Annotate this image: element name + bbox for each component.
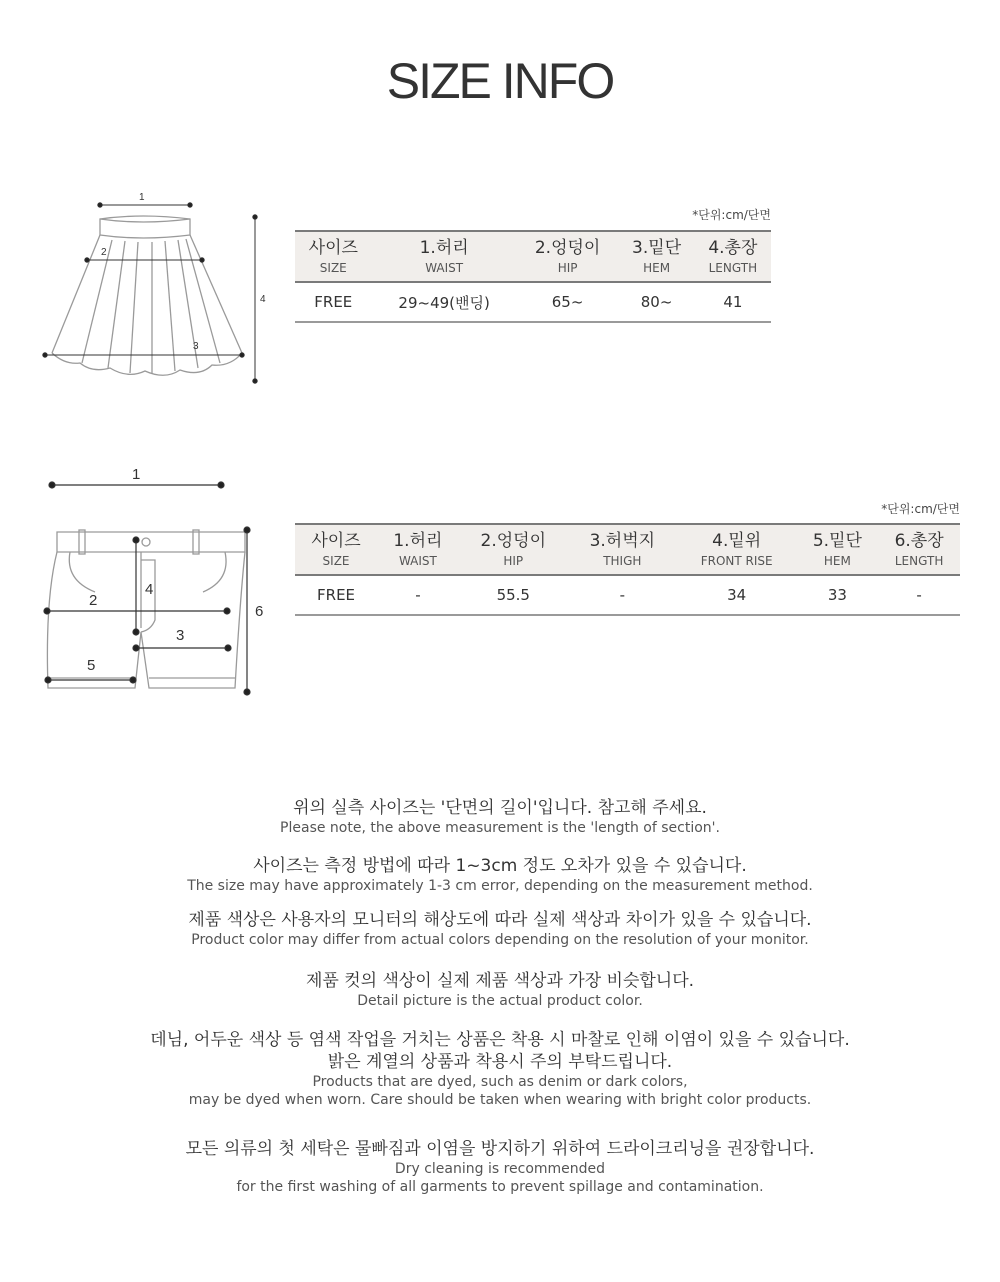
cell-thigh: - (568, 575, 677, 615)
header-length: 4.총장 LENGTH (695, 231, 771, 282)
cell-hip: 55.5 (459, 575, 568, 615)
header-waist: 1.허리 WAIST (377, 524, 459, 575)
pants-unit-note: *단위:cm/단면 (881, 502, 960, 516)
cell-length: 41 (695, 282, 771, 322)
pants-diagram (35, 460, 275, 700)
note-ko: 밝은 계열의 상품과 착용시 주의 부탁드립니다. (327, 1052, 673, 1072)
pants-label-2: 2 (89, 592, 98, 609)
header-hem: 5.밑단 HEM (797, 524, 879, 575)
note-ko: 모든 의류의 첫 세탁은 물빠짐과 이염을 방지하기 위하여 드라이크리닝을 권장합니다. (185, 1139, 815, 1159)
skirt-unit-note: *단위:cm/단면 (692, 208, 771, 222)
note-ko: 제품 컷의 색상이 실제 제품 색상과 가장 비슷합니다. (305, 971, 695, 991)
note-monitor-color (0, 909, 1000, 949)
skirt-label-4: 4 (260, 294, 266, 305)
note-en: may be dyed when worn. Care should be taken when wearing with bright color products. (188, 1092, 812, 1108)
cell-size: FREE (295, 575, 377, 615)
note-en: The size may have approximately 1-3 cm error, depending on the measurement method. (187, 878, 813, 894)
pants-size-table (295, 523, 960, 616)
cell-waist: - (377, 575, 459, 615)
pants-label-5: 5 (87, 657, 96, 674)
header-hem: 3.밑단 HEM (618, 231, 694, 282)
pants-label-6: 6 (255, 603, 264, 620)
table-row (295, 282, 771, 322)
note-section-of-length (0, 797, 1000, 837)
header-thigh: 3.허벅지 THIGH (568, 524, 677, 575)
note-dry-cleaning (0, 1138, 1000, 1196)
header-size: 사이즈 SIZE (295, 524, 377, 575)
cell-hem: 33 (797, 575, 879, 615)
page-title: SIZE INFO (386, 53, 614, 109)
cell-size: FREE (295, 282, 372, 322)
table-header-row (295, 524, 960, 575)
table-header-row (295, 231, 771, 282)
cell-hip: 65~ (517, 282, 619, 322)
note-en: Dry cleaning is recommended (394, 1161, 606, 1177)
header-length: 6.총장 LENGTH (878, 524, 960, 575)
note-measurement-error (0, 855, 1000, 895)
header-front-rise: 4.밑위 FRONT RISE (677, 524, 797, 575)
skirt-label-1: 1 (139, 192, 145, 203)
note-en: for the first washing of all garments to prevent spillage and contamination. (236, 1179, 764, 1195)
skirt-label-3: 3 (193, 341, 199, 352)
cell-length: - (878, 575, 960, 615)
note-ko: 제품 색상은 사용자의 모니터의 해상도에 따라 실제 색상과 차이가 있을 수 있습니다. (188, 910, 812, 930)
cell-front-rise: 34 (677, 575, 797, 615)
note-ko: 데님, 어두운 색상 등 염색 작업을 거치는 상품은 착용 시 마찰로 인해 이염이 있을 수 있습니다. (150, 1030, 850, 1050)
pants-label-1: 1 (132, 466, 141, 483)
note-en: Detail picture is the actual product color. (357, 993, 643, 1009)
header-size: 사이즈 SIZE (295, 231, 372, 282)
pants-label-3: 3 (176, 627, 185, 644)
skirt-diagram (30, 185, 280, 390)
note-ko: 사이즈는 측정 방법에 따라 1~3cm 정도 오차가 있을 수 있습니다. (253, 856, 747, 876)
skirt-label-2: 2 (101, 247, 107, 258)
cell-hem: 80~ (618, 282, 694, 322)
note-ko: 위의 실측 사이즈는 '단면의 길이'입니다. 참고해 주세요. (293, 798, 707, 818)
skirt-size-table (295, 230, 771, 323)
header-waist: 1.허리 WAIST (372, 231, 517, 282)
note-en: Product color may differ from actual colors depending on the resolution of your monitor. (191, 932, 809, 948)
pants-label-4: 4 (145, 581, 154, 598)
header-hip: 2.엉덩이 HIP (459, 524, 568, 575)
note-detail-color (0, 970, 1000, 1010)
note-dye-transfer (0, 1029, 1000, 1109)
note-en: Products that are dyed, such as denim or dark colors, (312, 1074, 688, 1090)
header-hip: 2.엉덩이 HIP (517, 231, 619, 282)
note-en: Please note, the above measurement is the 'length of section'. (280, 820, 720, 836)
table-row (295, 575, 960, 615)
cell-waist: 29~49(밴딩) (372, 282, 517, 322)
